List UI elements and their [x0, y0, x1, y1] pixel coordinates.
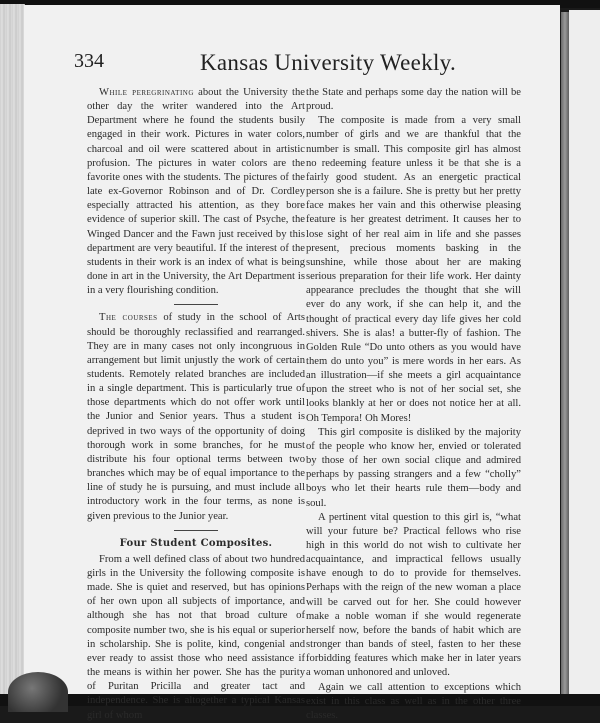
- courses-paragraph: The courses of study in the school of Arts should be thoroughly reclassified and rearranged. They are in many cases not only incongruous in arrangement but limit unjustly the work of certain students. Remotely related branches are included in a single department. This is particularly true of those departments which do not offer work until the Junior and Senior years. Thus a student is deprived in two ways of the opportunity of doing thorough work in some branches, for he must distribute his four optional terms between two branches which may be of equal importance to the line of study he is pursuing, and must include all introductory work in the four terms, as none is given previous to the Junior year.: [87, 312, 305, 522]
- body-paragraph: This girl composite is disliked by the majority of the people who know her, envied or tolerated by those of her own social clique and admired perhaps by passing strangers and a few “cholly” boys who let their hearts rule them—body and soul.: [306, 426, 521, 509]
- composite-two-paragraph: The composite is made from a very small number of girls and we are thankful that the number is small. This composite girl has almost no redeeming feature unless it be that she is a fairly good student. As an energetic practical person she is a failure. She is pretty but her pretty face makes her vain and this otherwise pleasing feature is her greatest detriment. It causes her to lose sight of her real aim in life and she passes present, precious moments basking in the sunshine, while those about her are making serious preparation for their life work. Her dainty appearance precludes the thought that she will ever do any work, if she can help it, and the thought of practical every day life gives her cold shivers. She is alas! a butter-fly of fashion. The Golden Rule “Do unto others as you would have them do unto you” is mere words in her ears. As an illustration—if she meets a girl acquaintance upon the street who is not of her social set, she looks blankly at her or does not notice her at all. Oh Tempora! Oh Mores!: [306, 115, 521, 424]
- page-number: 334: [74, 50, 104, 72]
- composite-one-paragraph: From a well defined class of about two hundred girls in the University the following composite is made. She is quiet and reserved, but has opinions of her own upon all subjects of importance, and although she has not that broad culture of composite number two, she is his equal or superior in scholarship. She is polite, kind, congenial and ever ready to assist those who need assistance if the means is within her power. She has the purity of Puritan Pricilla and greater tact and independence. She is altogether a typical Kansas girl of whom: [87, 553, 305, 721]
- section-divider: [174, 304, 218, 305]
- lead-in: While peregrinating: [99, 87, 194, 98]
- section-divider: [174, 530, 218, 531]
- continuation-paragraph: the State and perhaps some day the nation will be proud.: [306, 87, 521, 113]
- right-column: [306, 86, 521, 723]
- art-department-paragraph: While peregrinating about the University the other day the writer wandered into the Art Department where he found the students busily engaged in their work. Pictures in water colors, charcoal and oil were scattered about in artistic profusion. The pictures in water colors are the favorite ones with the students. The pictures of the late ex-Governor Robinson and of Dr. Cordley especially attracted his attention, as they bore evidence of superior skill. The cast of Psyche, the Winged Dancer and the Fawn just received by this department are very beautiful. If the interest of the students in their work is an index of what is being done in art in the University, the Art Department is in a very flourishing condition.: [87, 87, 305, 297]
- facing-page-edge: [569, 10, 600, 706]
- running-title: Kansas University Weekly.: [200, 50, 457, 75]
- book-gutter: [561, 12, 569, 706]
- page-header: [74, 50, 514, 80]
- book-page-edges: [0, 4, 25, 704]
- section-heading: Four Student Composites.: [119, 537, 273, 549]
- left-column: [87, 86, 305, 723]
- scanner-thumb: [8, 672, 68, 712]
- body-paragraph: A pertinent vital question to this girl is, “what will your future be? Practical fellows who rise high in this world do not wish to cultivate her acquaintance, and impractical fellows usually have enough to do to provide for themselves. Perhaps with the reign of the new woman a place will be carved out for her. She could however make a noble woman if she would regenerate herself now, before the bands of habit which are stronger than bands of steel, fasten to her these forbidding features which make her in later years a woman unhonored and unloved.: [306, 511, 521, 679]
- lead-in: The courses: [99, 312, 158, 324]
- body-paragraph: Again we call attention to exceptions which exist in this class as well as in the other three classes.: [306, 681, 521, 721]
